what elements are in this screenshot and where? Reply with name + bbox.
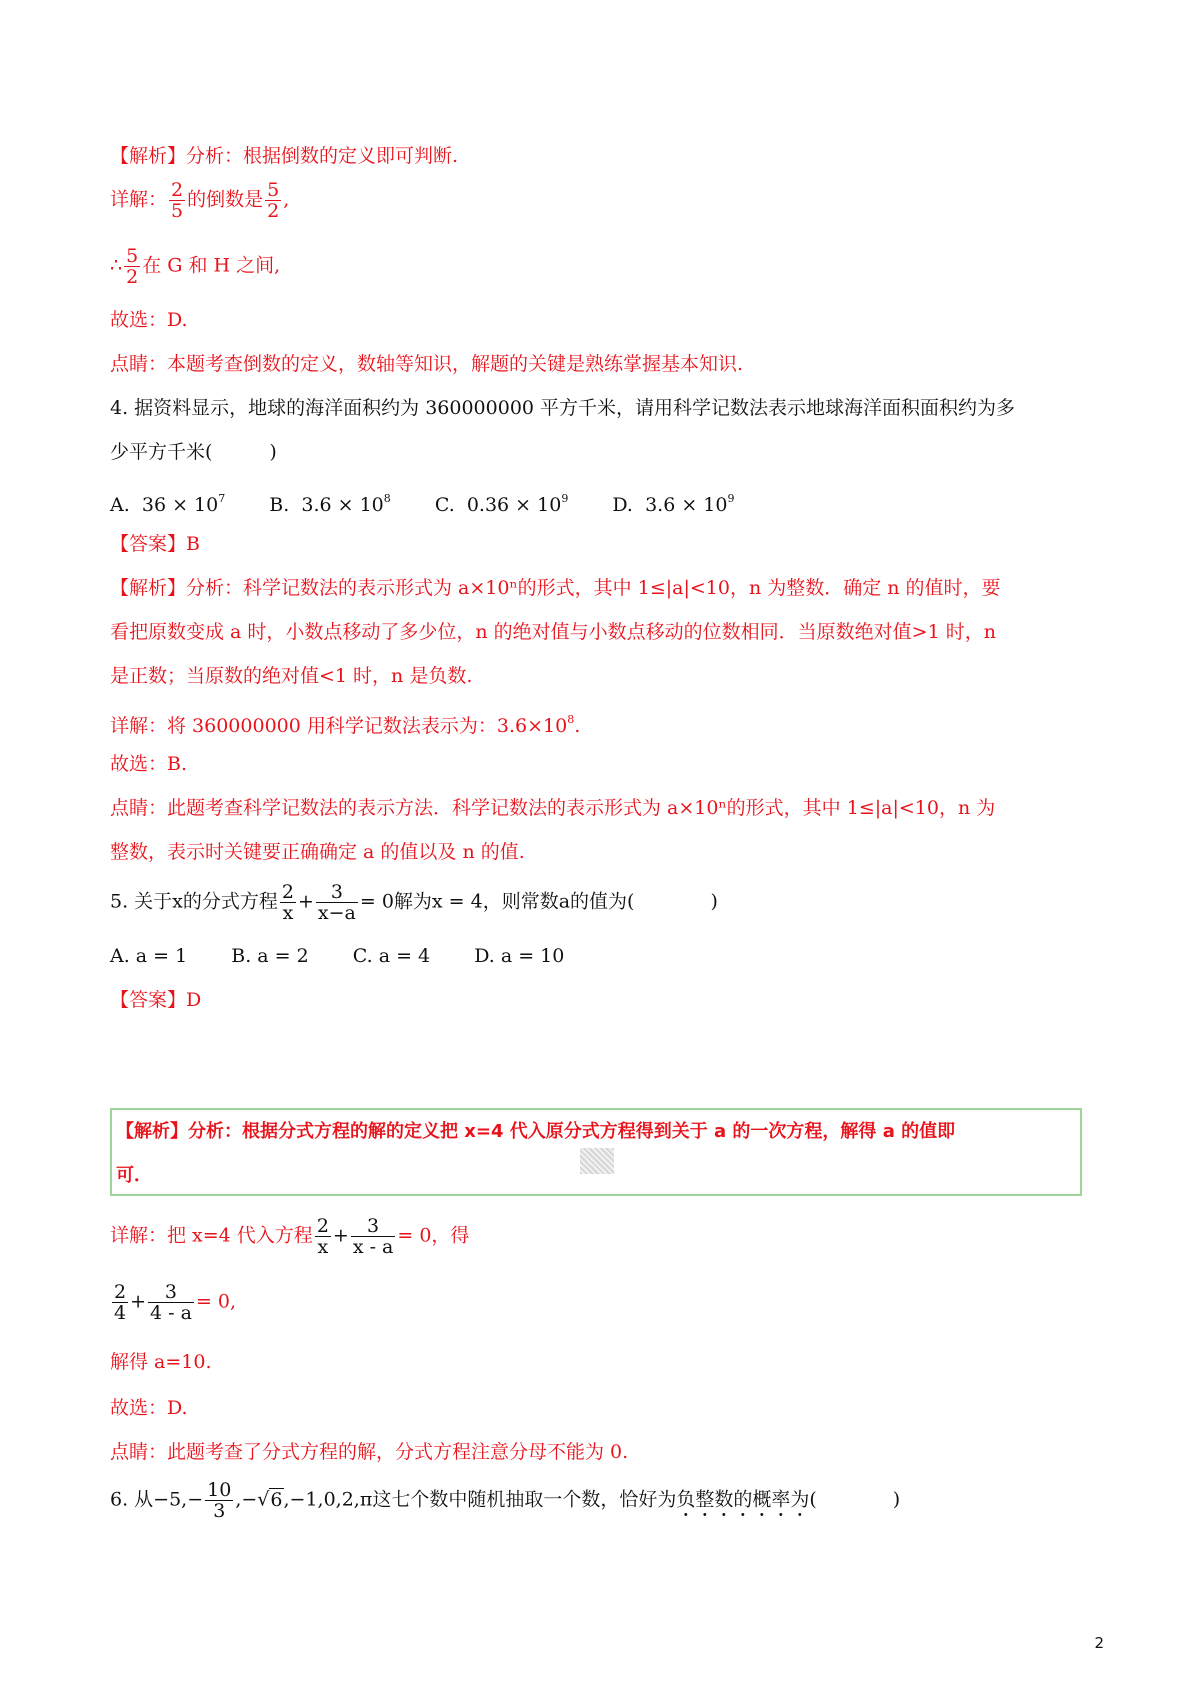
scan-smudge [580, 1148, 614, 1174]
fraction: $\frac{10}{3}$ [207, 1479, 232, 1522]
q3-choice: 故选：D. [110, 309, 188, 331]
q4-comment-2: 整数，表示时关键要正确确定 a 的值以及 n 的值. [110, 841, 525, 863]
q5-option-d: D. a = 10 [474, 945, 565, 967]
q4-option-a: A. $36 \times 10^7$ [110, 492, 226, 516]
fraction: $\frac{2}{x}$ [281, 881, 294, 924]
q4-option-c: C. $0.36 \times 10^9$ [434, 492, 569, 516]
q5-stem: 5. 关于x的分式方程 $\frac{2}{x}$ + $\frac{3}{x-a}$ = 0解为x = 4，则常数a的值为( ) [110, 881, 718, 924]
q4-analysis-1: 【解析】分析：科学记数法的表示形式为 a×10ⁿ的形式，其中 1≤|a|<10，n 为整数．确定 n 的值时，要 [110, 577, 1001, 599]
q4-comment-1: 点睛：此题考查科学记数法的表示方法．科学记数法的表示形式为 a×10ⁿ的形式，其中 1≤|a|<10，n 为 [110, 797, 996, 819]
q4-stem-line1: 4. 据资料显示，地球的海洋面积约为 360000000 平方千米，请用科学记数法表示地球海洋面积面积约为多 [110, 397, 1016, 419]
q5-option-c: C. a = 4 [352, 945, 431, 967]
q4-choice: 故选：B. [110, 753, 188, 775]
q4-options [110, 487, 772, 517]
q3-comment: 点睛：本题考查倒数的定义，数轴等知识，解题的关键是熟练掌握基本知识. [110, 353, 744, 375]
q5-solve: 解得 a=10. [110, 1351, 212, 1373]
q5-comment: 点睛：此题考查了分式方程的解，分式方程注意分母不能为 0. [110, 1441, 629, 1463]
q4-stem-line2: 少平方千米( ) [110, 441, 277, 463]
q4-analysis-3: 是正数；当原数的绝对值<1 时，n 是负数. [110, 665, 473, 687]
fraction: $\frac{5}{2}$ [126, 245, 139, 288]
q5-answer: 【答案】D [110, 989, 202, 1011]
q5-option-a: A. a = 1 [110, 945, 188, 967]
q5-options [110, 944, 602, 968]
q5-equation: $\frac{2}{4}$ + $\frac{3}{4 - a}$ = 0, [114, 1281, 237, 1324]
q4-analysis-2: 看把原数变成 a 时，小数点移动了多少位，n 的绝对值与小数点移动的位数相同．当原数绝对值>1 时，n [110, 621, 996, 643]
q3-detail: 详解： $\frac{2}{5}$ 的倒数是 $\frac{5}{2}$ , [110, 179, 290, 222]
q4-detail: 详解：将 360000000 用科学记数法表示为：$3.6\times 10^8$. [110, 713, 581, 737]
q3-analysis: 【解析】分析：根据倒数的定义即可判断. [110, 145, 459, 167]
fraction: $\frac{2}{x}$ [316, 1215, 329, 1258]
fraction: $\frac{3}{x - a}$ [352, 1215, 394, 1258]
q5-detail: 详解：把 x=4 代入方程 $\frac{2}{x}$ + $\frac{3}{x - a}$ = 0，得 [110, 1215, 470, 1258]
q6-stem: 6. 从−5,− $\frac{10}{3}$ ,−√6,−1,0,2,π这七个数中随机抽取一个数，恰好为负整数的概率为( ) [110, 1479, 901, 1522]
fraction: $\frac{2}{5}$ [171, 179, 184, 222]
q5-analysis-1: 【解析】分析：根据分式方程的解的定义把 x=4 代入原分式方程得到关于 a 的一次方程，解得 a 的值即 [116, 1121, 956, 1142]
q5-choice: 故选：D. [110, 1397, 188, 1419]
fraction: $\frac{5}{2}$ [267, 179, 280, 222]
fraction: $\frac{2}{4}$ [114, 1281, 127, 1324]
q4-option-d: D. $3.6 \times 10^9$ [612, 492, 735, 516]
q3-therefore: ∴ $\frac{5}{2}$ 在 G 和 H 之间, [110, 245, 281, 288]
fraction: $\frac{3}{4 - a}$ [150, 1281, 192, 1324]
q4-option-b: B. $3.6 \times 10^8$ [269, 492, 391, 516]
page-number: 2 [1094, 1634, 1104, 1652]
q5-analysis-2: 可． [116, 1165, 152, 1186]
q5-option-b: B. a = 2 [231, 945, 309, 967]
q4-answer: 【答案】B [110, 533, 200, 555]
fraction: $\frac{3}{x-a}$ [317, 881, 356, 924]
